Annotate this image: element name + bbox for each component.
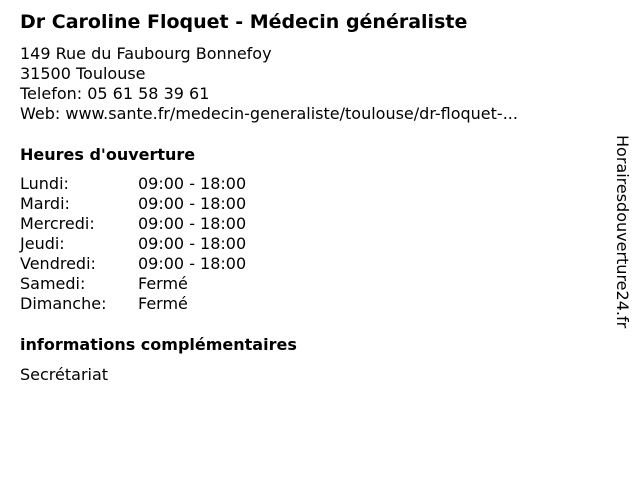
additional-info-heading: informations complémentaires [20,335,297,354]
hours-row-wednesday [20,214,246,234]
city-postal: 31500 Toulouse [20,64,146,83]
contact-block [20,44,518,124]
hours-value: 09:00 - 18:00 [138,254,247,273]
hours-row-friday [20,254,246,274]
opening-hours-heading: Heures d'ouverture [20,145,196,164]
hours-row-sunday [20,294,246,314]
phone-number: Telefon: 05 61 58 39 61 [20,84,210,103]
hours-value: Fermé [138,274,188,293]
hours-row-saturday [20,274,246,294]
day-label: Vendredi: [20,254,96,273]
page-title: Dr Caroline Floquet - Médecin généraliste [20,11,468,33]
hours-value: 09:00 - 18:00 [138,234,247,253]
day-label: Mardi: [20,194,70,213]
day-label: Samedi: [20,274,86,293]
hours-value: 09:00 - 18:00 [138,194,247,213]
hours-value: 09:00 - 18:00 [138,174,247,193]
day-label: Mercredi: [20,214,95,233]
hours-value: Fermé [138,294,188,313]
site-watermark: Horairesdouverture24.fr [613,135,632,329]
day-label: Lundi: [20,174,69,193]
day-label: Dimanche: [20,294,107,313]
hours-row-tuesday [20,194,246,214]
hours-value: 09:00 - 18:00 [138,214,247,233]
hours-row-thursday [20,234,246,254]
day-label: Jeudi: [20,234,65,253]
hours-row-monday [20,174,246,194]
additional-info-text: Secrétariat [20,365,109,384]
street-address: 149 Rue du Faubourg Bonnefoy [20,44,272,63]
opening-hours-table [20,174,246,314]
website-link: Web: www.sante.fr/medecin-generaliste/toulouse/dr-floquet-... [20,104,518,123]
